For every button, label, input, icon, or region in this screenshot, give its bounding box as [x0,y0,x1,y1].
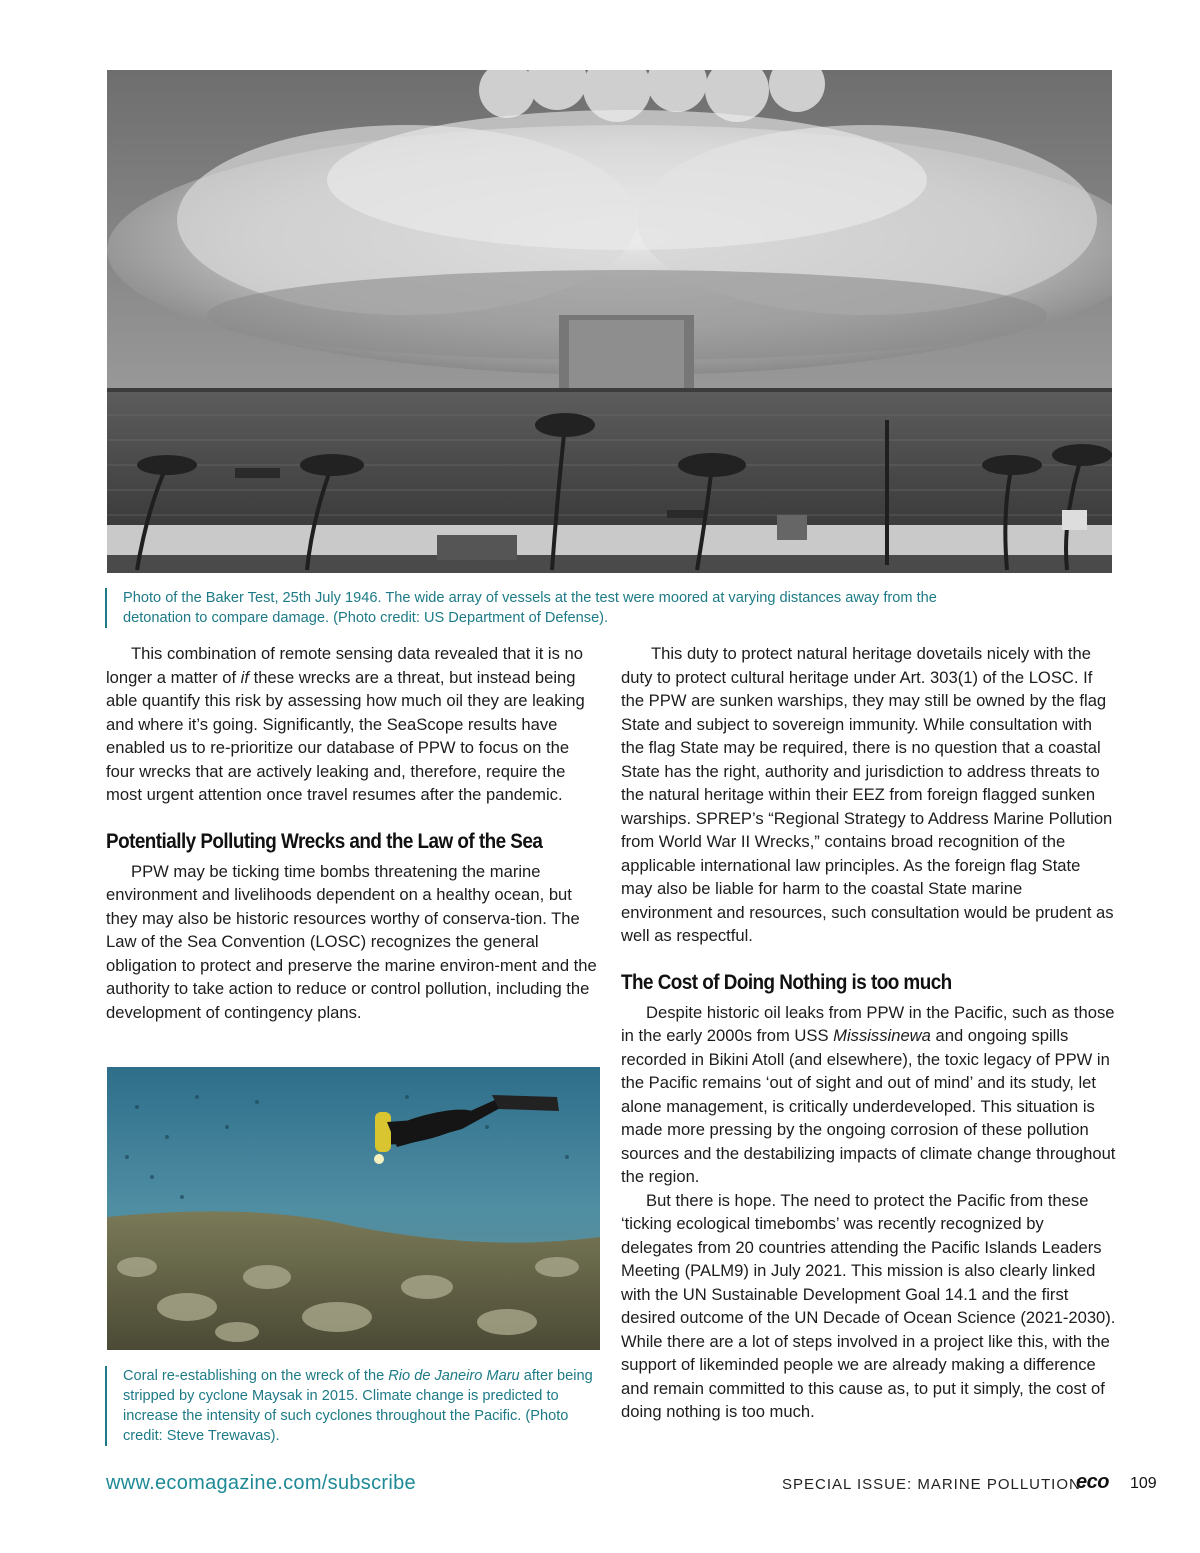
diver-caption-part-a: Coral re-establishing on the wreck of the [123,1368,389,1384]
section-heading-law-of-the-sea: Potentially Polluting Wrecks and the Law of the Sea [106,829,543,853]
section-heading-cost-of-doing-nothing: The Cost of Doing Nothing is too much [621,970,952,994]
baker-test-caption-text: Photo of the Baker Test, 25th July 1946. The wide array of vessels at the test were moored at varying distances away from the detonation to compare damage. (Photo credit: US Department of Defense). [123,590,937,626]
right-paragraph-1: This duty to protect natural heritage dovetails nicely with the duty to protect cultural heritage under Art. 303(1) of the LOSC. If the PPW are sunken warships, they may still be owned by the flag State and subject to sovereign immunity. While consultation with the flag State may be required, there is no question that a coastal State has the right, authority and jurisdiction to address threats to the natural heritage within their EEZ from foreign flagged sunken warships. SPREP’s “Regional Strategy to Address Marine Pollution from World War II Wrecks,” contains broad recognition of the applicable international law principles. As the foreign flag State may also be liable for harm to the coastal State marine environment and resources, such consultation would be prudent as well as respectful. [621,644,1114,945]
eco-logo: eco [1076,1471,1109,1493]
diver-caption-ship-name: Rio de Janeiro Maru [388,1368,520,1384]
left-paragraph-1 [106,642,601,807]
diver-wreck-photo-illustration [107,1067,600,1350]
left-paragraph-1-part-a: This combination of remote sensing data revealed that it is no longer a matter of [106,644,583,687]
diver-caption [105,1366,603,1446]
right-paragraph-2-part-a: Despite historic oil leaks from PPW in the Pacific, such as those in the early 2000s from USS [621,1002,1115,1045]
diver-caption-text [123,1366,603,1446]
right-paragraph-2 [621,1001,1116,1189]
diver-caption-part-b: after being stripped by cyclone Maysak in 2015. Climate change is predicted to increase the intensity of such cyclones throughout the Pacific. (Photo credit: Steve Trewavas). [123,1368,593,1444]
right-column [621,642,1116,1424]
baker-test-caption [105,588,963,628]
page-number: 109 [1130,1475,1157,1492]
right-paragraph-2-part-b: and ongoing spills recorded in Bikini Atoll (and elsewhere), the toxic legacy of PPW in the Pacific remains ‘out of sight and out of mind’ and its study, let alone management, is critically underdeveloped. This situation is made more pressing by the ongoing corrosion of these pollution sources and the destabilizing impacts of climate change throughout the region. [621,1026,1116,1186]
issue-label: SPECIAL ISSUE: MARINE POLLUTION [782,1476,1081,1493]
baker-test-photo-illustration [107,70,1112,573]
right-paragraph-3: But there is hope. The need to protect the Pacific from these ‘ticking ecological timebombs’ was recently recognized by delegates from 20 countries attending the Pacific Islands Leaders Meeting (PALM9) in July 2021. This mission is also clearly linked with the UN Sustainable Development Goal 14.1 and the first desired outcome of the UN Decade of Ocean Science (2021-2030). While there are a lot of steps involved in a project like this, with the support of likeminded people we are already making a difference and remain committed to this cause as, to put it simply, the cost of doing nothing is too much. [621,1190,1116,1421]
subscribe-link[interactable]: www.ecomagazine.com/subscribe [106,1472,416,1494]
left-column [106,642,601,1024]
right-paragraph-2-ship-name: Mississinewa [833,1026,931,1045]
left-paragraph-2: PPW may be ticking time bombs threatening the marine environment and livelihoods dependent on a healthy ocean, but they may also be historic resources worthy of conserva-tion. The Law of the Sea Convention (LOSC) recognizes the general obligation to protect and preserve the marine environ-ment and the authority to take action to reduce or control pollution, including the development of contingency plans. [106,861,597,1022]
left-paragraph-1-part-b: these wrecks are a threat, but instead being able quantify this risk by assessing how much oil they are leaking and where it’s going. Significantly, the SeaScope results have enabled us to re-prioritize our database of PPW to focus on the four wrecks that are actively leaking and, therefore, require the most urgent attention once travel resumes after the pandemic. [106,667,585,804]
diver-wreck-photo [107,1067,600,1350]
baker-test-photo [107,70,1112,573]
left-paragraph-1-emphasis: if [240,667,249,687]
